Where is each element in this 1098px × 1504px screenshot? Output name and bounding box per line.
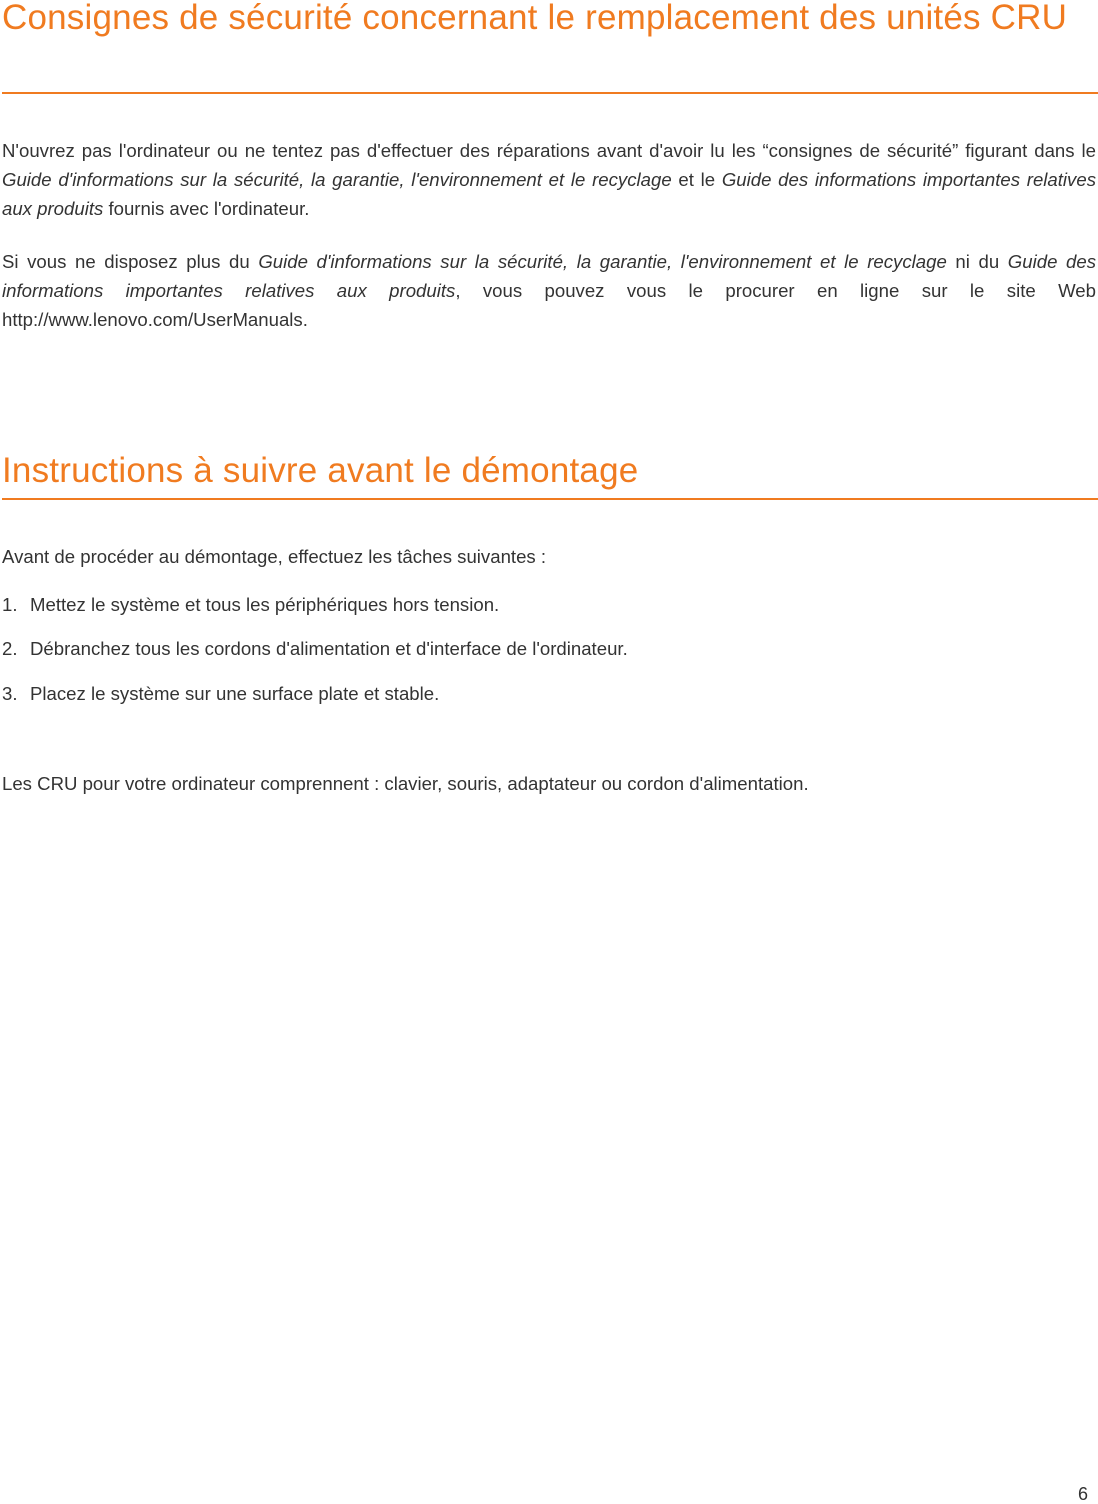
safety-p2-text-a: Si vous ne disposez plus du [2,251,259,272]
safety-paragraph-2 [2,247,1096,334]
cru-list-note: Les CRU pour votre ordinateur comprennent : clavier, souris, adaptateur ou cordon d'alimentation. [2,773,809,794]
safety-guide-title: Guide d'informations sur la sécurité, la garantie, l'environnement et le recyclage [2,169,672,190]
safety-p2-text-b: ni du [946,251,1008,272]
list-item-number: 1. [2,594,18,615]
product-info-guide-title: Guide des informations importantes relatives aux produits [2,169,1096,219]
safety-p1-text-c: fournis avec l'ordinateur. [103,198,310,219]
list-item-number: 3. [2,683,18,704]
list-item-text: Placez le système sur une surface plate et stable. [30,683,440,704]
safety-guide-title: Guide d'informations sur la sécurité, la garantie, l'environnement et le recyclage [258,251,947,272]
list-item [2,590,499,619]
page-number: 6 [1077,1484,1088,1504]
section-divider-safety [2,92,1098,94]
list-item [2,634,628,663]
list-item-text: Débranchez tous les cordons d'alimentation et d'interface de l'ordinateur. [30,638,628,659]
safety-p2-text-c: , vous pouvez vous le procurer en ligne sur le site Web http://www.lenovo.com/UserManuals. [2,280,1096,330]
list-item-number: 2. [2,638,18,659]
safety-p1-text-b: et le [671,169,722,190]
section-title-safety: Consignes de sécurité concernant le remplacement des unités CRU [2,0,1068,37]
disassembly-intro: Avant de procéder au démontage, effectuez les tâches suivantes : [2,546,547,567]
safety-p1-text-a: N'ouvrez pas l'ordinateur ou ne tentez pas d'effectuer des réparations avant d'avoir lu les “consignes de sécurité” figurant dans le [2,140,1096,161]
product-info-guide-title: Guide des informations importantes relatives aux produits [2,251,1096,301]
safety-paragraph-1 [2,136,1096,223]
list-item [2,679,439,708]
list-item-text: Mettez le système et tous les périphériques hors tension. [30,594,500,615]
section-divider-disassembly [2,498,1098,500]
section-title-disassembly: Instructions à suivre avant le démontage [2,451,639,490]
